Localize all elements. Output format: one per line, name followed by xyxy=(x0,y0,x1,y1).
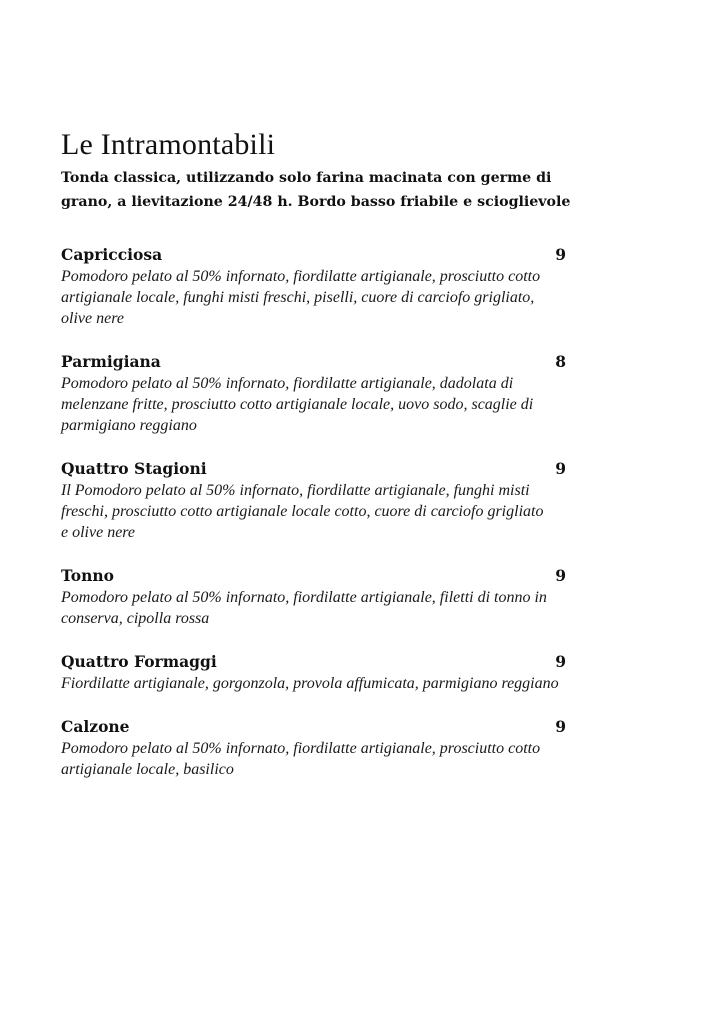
menu-item-capricciosa xyxy=(61,244,581,329)
section-subtitle: Tonda classica, utilizzando solo farina macinata con germe di grano, a lievitazione 24/48 h. Bordo basso friabile e scioglievole xyxy=(61,170,571,210)
menu-item-name: Parmigiana xyxy=(61,352,161,371)
menu-item-name: Calzone xyxy=(61,717,130,736)
menu-item-description: Il Pomodoro pelato al 50% infornato, fiordilatte artigianale, funghi misti freschi, prosciutto cotto artigianale locale cotto, cuore di carciofo grigliato e olive nere xyxy=(61,482,544,541)
menu-item-description: Pomodoro pelato al 50% infornato, fiordilatte artigianale, prosciutto cotto artigianale locale, funghi misti freschi, piselli, cuore di carciofo grigliato, olive nere xyxy=(61,268,541,327)
menu-item-name: Quattro Formaggi xyxy=(61,652,217,671)
menu-item-header xyxy=(61,651,566,673)
menu-item-price: 9 xyxy=(555,566,566,585)
menu-item-tonno xyxy=(61,565,581,629)
menu-item-price: 9 xyxy=(555,459,566,478)
menu-item-quattro-formaggi xyxy=(61,651,581,694)
menu-item-header xyxy=(61,716,566,738)
menu-item-description: Pomodoro pelato al 50% infornato, fiordilatte artigianale, prosciutto cotto artigianale locale, basilico xyxy=(61,740,541,778)
menu-item-price: 9 xyxy=(555,717,566,736)
menu-item-parmigiana xyxy=(61,351,581,436)
menu-page xyxy=(61,128,581,802)
menu-item-header xyxy=(61,458,566,480)
menu-item-description: Fiordilatte artigianale, gorgonzola, provola affumicata, parmigiano reggiano xyxy=(61,675,559,692)
menu-item-price: 9 xyxy=(555,245,566,264)
menu-item-header xyxy=(61,244,566,266)
menu-list xyxy=(61,244,581,780)
menu-item-price: 9 xyxy=(555,652,566,671)
menu-item-calzone xyxy=(61,716,581,780)
menu-item-description: Pomodoro pelato al 50% infornato, fiordilatte artigianale, dadolata di melenzane fritte, prosciutto cotto artigianale locale, uovo sodo, scaglie di parmigiano reggiano xyxy=(61,375,534,434)
menu-item-name: Quattro Stagioni xyxy=(61,459,207,478)
menu-item-name: Capricciosa xyxy=(61,245,163,264)
section-title: Le Intramontabili xyxy=(61,128,276,161)
menu-item-description: Pomodoro pelato al 50% infornato, fiordilatte artigianale, filetti di tonno in conserva, cipolla rossa xyxy=(61,589,547,627)
menu-item-price: 8 xyxy=(555,352,566,371)
menu-item-header xyxy=(61,351,566,373)
menu-item-name: Tonno xyxy=(61,566,114,585)
menu-item-quattro-stagioni xyxy=(61,458,581,543)
menu-item-header xyxy=(61,565,566,587)
